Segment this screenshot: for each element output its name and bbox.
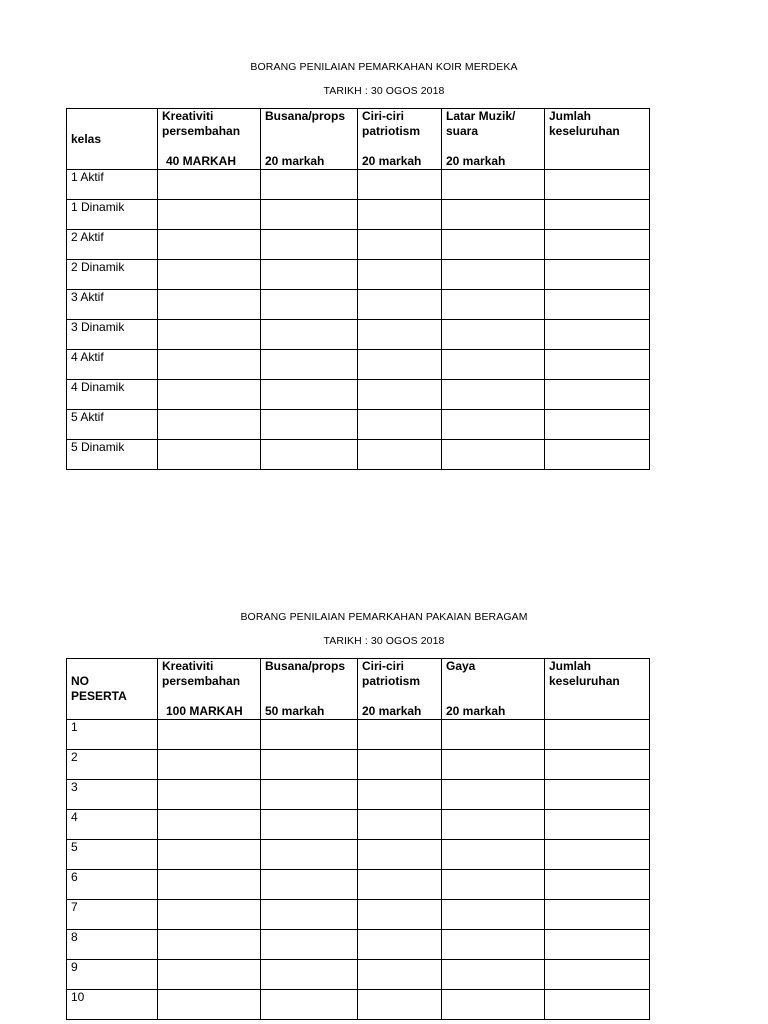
score-cell[interactable] — [442, 410, 545, 440]
score-cell[interactable] — [158, 230, 261, 260]
header-marks: 100 MARKAH — [166, 704, 243, 718]
score-cell[interactable] — [358, 260, 442, 290]
form2-title: BORANG PENILAIAN PEMARKAHAN PAKAIAN BERAGAM — [240, 611, 528, 623]
score-cell[interactable] — [158, 380, 261, 410]
row-label: 8 — [67, 930, 158, 960]
row-label: 2 Aktif — [67, 230, 158, 260]
score-cell[interactable] — [442, 870, 545, 900]
score-cell[interactable] — [545, 260, 650, 290]
score-cell[interactable] — [442, 440, 545, 470]
score-cell[interactable] — [442, 990, 545, 1020]
score-cell[interactable] — [158, 810, 261, 840]
score-cell[interactable] — [158, 900, 261, 930]
score-cell[interactable] — [261, 750, 358, 780]
form1-header-row — [67, 109, 650, 170]
score-cell[interactable] — [545, 440, 650, 470]
header-label: Kreativiti — [162, 659, 214, 673]
header-label: Gaya — [446, 659, 476, 673]
score-cell[interactable] — [261, 230, 358, 260]
score-cell[interactable] — [358, 960, 442, 990]
header-marks: 20 markah — [446, 704, 506, 718]
header-label: Busana/props — [265, 109, 346, 123]
table-row — [67, 870, 650, 900]
form1-header-busana — [261, 109, 358, 170]
header-label: Jumlah — [549, 659, 592, 673]
score-cell[interactable] — [358, 200, 442, 230]
score-cell[interactable] — [358, 320, 442, 350]
score-cell[interactable] — [261, 350, 358, 380]
row-label: 6 — [67, 870, 158, 900]
score-cell[interactable] — [261, 720, 358, 750]
score-cell[interactable] — [442, 780, 545, 810]
score-cell[interactable] — [442, 170, 545, 200]
score-cell[interactable] — [158, 780, 261, 810]
score-cell[interactable] — [158, 410, 261, 440]
header-label: keseluruhan — [549, 124, 620, 138]
score-cell[interactable] — [158, 290, 261, 320]
row-label: 3 — [67, 780, 158, 810]
header-marks: 20 markah — [362, 154, 422, 168]
score-cell[interactable] — [442, 810, 545, 840]
row-label: 5 — [67, 840, 158, 870]
header-label: keseluruhan — [549, 674, 620, 688]
form1-header-patriotism — [358, 109, 442, 170]
score-cell[interactable] — [545, 290, 650, 320]
score-cell[interactable] — [158, 350, 261, 380]
table-row — [67, 260, 650, 290]
score-cell[interactable] — [545, 780, 650, 810]
score-cell[interactable] — [442, 900, 545, 930]
score-cell[interactable] — [261, 840, 358, 870]
header-marks: 50 markah — [265, 704, 325, 718]
form1-header-jumlah — [545, 109, 650, 170]
score-cell[interactable] — [261, 290, 358, 320]
score-cell[interactable] — [545, 320, 650, 350]
score-cell[interactable] — [545, 410, 650, 440]
score-cell[interactable] — [261, 260, 358, 290]
score-cell[interactable] — [261, 900, 358, 930]
row-label: 2 Dinamik — [67, 260, 158, 290]
score-cell[interactable] — [358, 410, 442, 440]
score-cell[interactable] — [442, 320, 545, 350]
table-row — [67, 320, 650, 350]
header-label: suara — [446, 124, 479, 138]
row-label: 3 Aktif — [67, 290, 158, 320]
row-label: 2 — [67, 750, 158, 780]
row-label: 1 Aktif — [67, 170, 158, 200]
score-cell[interactable] — [158, 840, 261, 870]
score-cell[interactable] — [158, 870, 261, 900]
row-label: 4 Dinamik — [67, 380, 158, 410]
score-cell[interactable] — [158, 720, 261, 750]
score-cell[interactable] — [545, 990, 650, 1020]
score-cell[interactable] — [358, 810, 442, 840]
score-cell[interactable] — [442, 750, 545, 780]
row-label: 4 Aktif — [67, 350, 158, 380]
row-label: 3 Dinamik — [67, 320, 158, 350]
table-row — [67, 900, 650, 930]
score-cell[interactable] — [545, 380, 650, 410]
score-cell[interactable] — [158, 960, 261, 990]
table-row — [67, 780, 650, 810]
score-cell[interactable] — [158, 200, 261, 230]
table-row — [67, 350, 650, 380]
row-label: 1 — [67, 720, 158, 750]
header-marks: 20 markah — [362, 704, 422, 718]
header-label: persembahan — [162, 124, 241, 138]
score-cell[interactable] — [545, 870, 650, 900]
score-cell[interactable] — [158, 930, 261, 960]
score-cell[interactable] — [358, 380, 442, 410]
header-label: kelas — [71, 131, 102, 146]
score-cell[interactable] — [442, 200, 545, 230]
table-row — [67, 170, 650, 200]
score-cell[interactable] — [261, 200, 358, 230]
score-cell[interactable] — [545, 930, 650, 960]
score-cell[interactable] — [261, 170, 358, 200]
score-cell[interactable] — [358, 780, 442, 810]
score-cell[interactable] — [358, 290, 442, 320]
score-cell[interactable] — [545, 720, 650, 750]
score-cell[interactable] — [358, 840, 442, 870]
header-marks: 20 markah — [446, 154, 506, 168]
header-label: Ciri-ciri — [362, 659, 405, 673]
score-cell[interactable] — [358, 990, 442, 1020]
header-label: NO — [71, 674, 89, 688]
table-row — [67, 960, 650, 990]
form2-header-no-peserta — [67, 659, 158, 720]
score-cell[interactable] — [545, 810, 650, 840]
score-cell[interactable] — [358, 750, 442, 780]
score-cell[interactable] — [545, 350, 650, 380]
table-row — [67, 230, 650, 260]
header-label: Kreativiti — [162, 109, 214, 123]
header-label: Jumlah — [549, 109, 592, 123]
form1-header-latar-muzik — [442, 109, 545, 170]
score-cell[interactable] — [442, 230, 545, 260]
row-label: 5 Aktif — [67, 410, 158, 440]
score-cell[interactable] — [358, 930, 442, 960]
score-cell[interactable] — [261, 780, 358, 810]
form2-header-gaya — [442, 659, 545, 720]
score-cell[interactable] — [358, 230, 442, 260]
form1-date: TARIKH : 30 OGOS 2018 — [323, 85, 445, 97]
score-cell[interactable] — [545, 900, 650, 930]
form2-header-kreativiti — [158, 659, 261, 720]
table-row — [67, 380, 650, 410]
table-row — [67, 410, 650, 440]
score-cell[interactable] — [358, 900, 442, 930]
table-row — [67, 290, 650, 320]
form2-header-jumlah — [545, 659, 650, 720]
score-cell[interactable] — [261, 870, 358, 900]
score-cell[interactable] — [442, 380, 545, 410]
score-cell[interactable] — [261, 990, 358, 1020]
score-cell[interactable] — [158, 440, 261, 470]
score-cell[interactable] — [358, 720, 442, 750]
header-label: Ciri-ciri — [362, 109, 405, 123]
header-label: patriotism — [362, 124, 421, 138]
score-cell[interactable] — [442, 260, 545, 290]
header-marks: 40 MARKAH — [166, 154, 237, 168]
header-label: Latar Muzik/ — [446, 109, 516, 123]
score-cell[interactable] — [358, 170, 442, 200]
score-cell[interactable] — [158, 320, 261, 350]
table-row — [67, 720, 650, 750]
score-cell[interactable] — [442, 350, 545, 380]
table-row — [67, 200, 650, 230]
row-label: 7 — [67, 900, 158, 930]
score-cell[interactable] — [442, 840, 545, 870]
score-cell[interactable] — [261, 440, 358, 470]
form2-header-row — [67, 659, 650, 720]
table-row — [67, 990, 650, 1020]
score-cell[interactable] — [261, 320, 358, 350]
header-marks: 20 markah — [265, 154, 325, 168]
form2-header-busana — [261, 659, 358, 720]
form2-table — [66, 658, 650, 1020]
table-row — [67, 810, 650, 840]
row-label: 9 — [67, 960, 158, 990]
score-cell[interactable] — [158, 990, 261, 1020]
score-cell[interactable] — [261, 810, 358, 840]
score-cell[interactable] — [545, 960, 650, 990]
form1-title: BORANG PENILAIAN PEMARKAHAN KOIR MERDEKA — [250, 61, 518, 73]
header-label: Busana/props — [265, 659, 346, 673]
form1-header-kelas — [67, 109, 158, 170]
header-label: PESERTA — [71, 689, 127, 703]
form1-header-kreativiti — [158, 109, 261, 170]
form2-date: TARIKH : 30 OGOS 2018 — [323, 635, 445, 647]
header-label: patriotism — [362, 674, 421, 688]
score-cell[interactable] — [358, 870, 442, 900]
score-cell[interactable] — [358, 440, 442, 470]
score-cell[interactable] — [158, 750, 261, 780]
score-cell[interactable] — [442, 930, 545, 960]
score-cell[interactable] — [158, 260, 261, 290]
row-label: 5 Dinamik — [67, 440, 158, 470]
row-label: 4 — [67, 810, 158, 840]
score-cell[interactable] — [545, 840, 650, 870]
score-cell[interactable] — [545, 170, 650, 200]
table-row — [67, 930, 650, 960]
score-cell[interactable] — [442, 290, 545, 320]
score-cell[interactable] — [261, 960, 358, 990]
form2-header-patriotism — [358, 659, 442, 720]
table-row — [67, 440, 650, 470]
row-label: 1 Dinamik — [67, 200, 158, 230]
score-cell[interactable] — [358, 350, 442, 380]
form1-table — [66, 108, 650, 470]
score-cell[interactable] — [545, 200, 650, 230]
score-cell[interactable] — [158, 170, 261, 200]
score-cell[interactable] — [442, 960, 545, 990]
score-cell[interactable] — [442, 720, 545, 750]
score-cell[interactable] — [545, 230, 650, 260]
table-row — [67, 750, 650, 780]
table-row — [67, 840, 650, 870]
score-cell[interactable] — [261, 930, 358, 960]
score-cell[interactable] — [261, 410, 358, 440]
header-label: persembahan — [162, 674, 241, 688]
score-cell[interactable] — [545, 750, 650, 780]
score-cell[interactable] — [261, 380, 358, 410]
row-label: 10 — [67, 990, 158, 1020]
